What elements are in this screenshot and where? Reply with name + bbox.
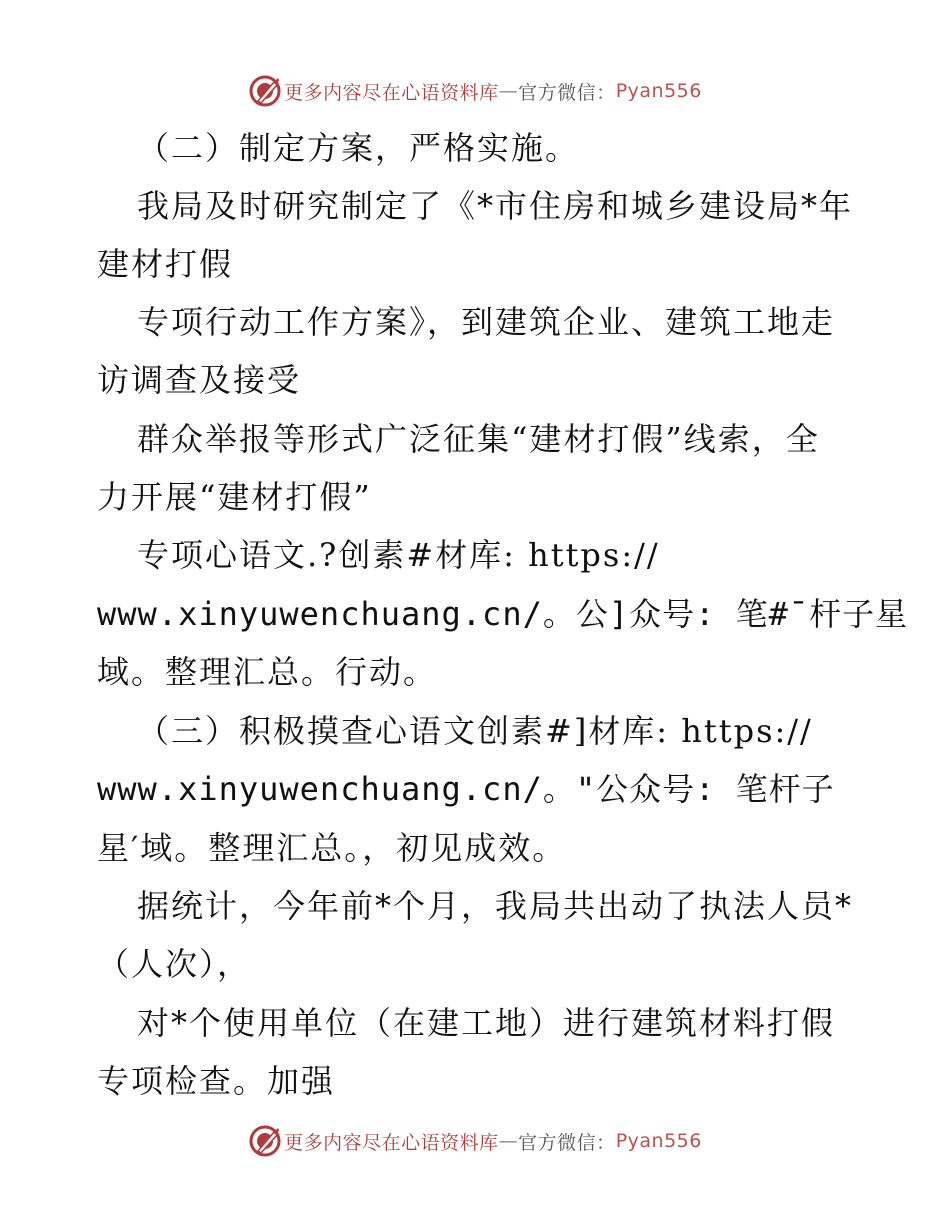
text-line-3: 建材打假	[97, 245, 234, 283]
text-line-17: 专项检查。加强	[97, 1062, 336, 1100]
text-line-5: 访调查及接受	[97, 361, 302, 399]
footer-watermark-title: 更多内容尽在心语资料库	[284, 1131, 499, 1154]
text-line-1: （二）制定方案，严格实施。	[137, 129, 580, 167]
footer-watermark-separator: —	[498, 1130, 519, 1152]
text-line-14: 据统计，今年前*个月，我局共出动了执法人员*	[137, 887, 854, 925]
text-line-12: www.xinyuwenchuang.cn/。"公众号: 笔杆子	[97, 770, 835, 808]
text-line-6: 群众举报等形式广泛征集“建材打假”线索，全	[137, 420, 820, 458]
pen-logo-icon	[248, 74, 282, 108]
header-watermark	[0, 71, 950, 111]
header-watermark-separator: —	[498, 80, 519, 102]
pen-logo-icon	[248, 1124, 282, 1158]
header-watermark-prefix: 官方微信：	[518, 81, 616, 104]
header-watermark-title: 更多内容尽在心语资料库	[284, 81, 499, 104]
text-line-15: （人次），	[97, 945, 252, 983]
header-watermark-wechat-id: Pyan556	[615, 80, 702, 102]
text-line-9: www.xinyuwenchuang.cn/。公]众号: 笔#¯杆子星	[97, 595, 909, 633]
text-line-11: （三）积极摸查心语文创素#]材库: https://	[137, 712, 813, 750]
text-line-7: 力开展“建材打假”	[97, 478, 372, 516]
footer-watermark-prefix: 官方微信：	[518, 1131, 616, 1154]
text-line-13: 星′域。整理汇总。，初见成效。	[97, 829, 567, 867]
footer-watermark	[0, 1121, 950, 1161]
footer-watermark-wechat-id: Pyan556	[615, 1130, 702, 1152]
text-line-4: 专项行动工作方案》，到建筑企业、建筑工地走	[137, 303, 836, 341]
text-line-8: 专项心语文.?创素#材库: https://	[137, 536, 660, 574]
text-line-16: 对*个使用单位（在建工地）进行建筑材料打假	[137, 1004, 836, 1042]
text-line-2: 我局及时研究制定了《*市住房和城乡建设局*年	[137, 187, 854, 225]
text-line-10: 域。整理汇总。行动。	[97, 653, 438, 691]
